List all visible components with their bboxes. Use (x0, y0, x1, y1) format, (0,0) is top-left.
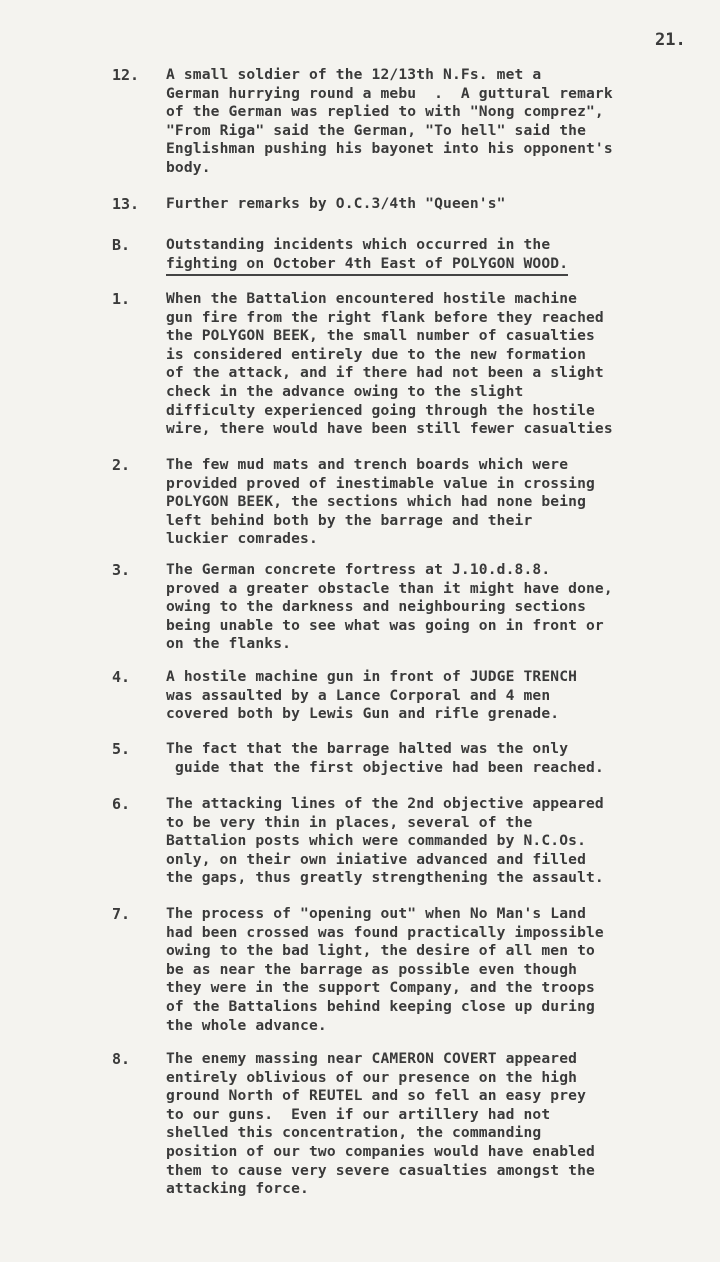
paragraph-number: 4. (112, 668, 131, 686)
heading-text: Outstanding incidents which occurred in the fighting on October 4th East of POLYGON WOOD. (166, 236, 716, 276)
paragraph-number: 7. (112, 905, 131, 923)
paragraph-text: Further remarks by O.C.3/4th "Queen's" (166, 195, 506, 212)
paragraph-number: 13. (112, 195, 140, 213)
paragraph-text: A small soldier of the 12/13th N.Fs. met a German hurrying round a mebu . A guttural remark of the German was replied to with "Nong comprez", "From Riga" said the German, "To hell" said the Englishman pushing his bayonet into his opponent's body. (166, 66, 613, 176)
paragraph-number: 3. (112, 561, 131, 579)
paragraph-text: The few mud mats and trench boards which were provided proved of inestimable value in crossing POLYGON BEEK, the sections which had none being left behind both by the barrage and their luckier comrades. (166, 456, 595, 548)
paragraph-number: 5. (112, 740, 131, 758)
page-number: 21. (655, 30, 686, 50)
paragraph-text: When the Battalion encountered hostile machine gun fire from the right flank before they reached the POLYGON BEEK, the small number of casualties is considered entirely due to the new formation of the attack, and if there had not been a slight check in the advance owing to the slight difficulty experienced going through the hostile wire, there would have been still fewer casualties (166, 290, 613, 438)
paragraph-number: 6. (112, 795, 131, 813)
paragraph-text: A hostile machine gun in front of JUDGE TRENCH was assaulted by a Lance Corporal and 4 men covered both by Lewis Gun and rifle grenade. (166, 668, 578, 723)
paragraph-text: The enemy massing near CAMERON COVERT appeared entirely oblivious of our presence on the high ground North of REUTEL and so fell an easy prey to our guns. Even if our artillery had not shelled this concentration, the commanding position of our two companies would have enabled them to cause very severe casualties amongst the attacking force. (166, 1050, 595, 1198)
section-letter: B. (112, 236, 131, 254)
paragraph-number: 1. (112, 290, 131, 308)
paragraph-text: The German concrete fortress at J.10.d.8.8. proved a greater obstacle than it might have done, owing to the darkness and neighbouring sections being unable to see what was going on in front or on the flanks. (166, 561, 613, 653)
paragraph-number: 8. (112, 1050, 131, 1068)
paragraph-text: The attacking lines of the 2nd objective appeared to be very thin in places, several of the Battalion posts which were commanded by N.C.Os. only, on their own iniative advanced and filled the gaps, thus greatly strengthening the assault. (166, 795, 604, 887)
paragraph-number: 2. (112, 456, 131, 474)
paragraph-number: 12. (112, 66, 140, 84)
paragraph-text: The fact that the barrage halted was the only guide that the first objective had been reached. (166, 740, 604, 776)
paragraph-text: The process of "opening out" when No Man's Land had been crossed was found practically impossible owing to the bad light, the desire of all men to be as near the barrage as possible even though they were in the support Company, and the troops of the Battalions behind keeping close up during the whole advance. (166, 905, 604, 1034)
